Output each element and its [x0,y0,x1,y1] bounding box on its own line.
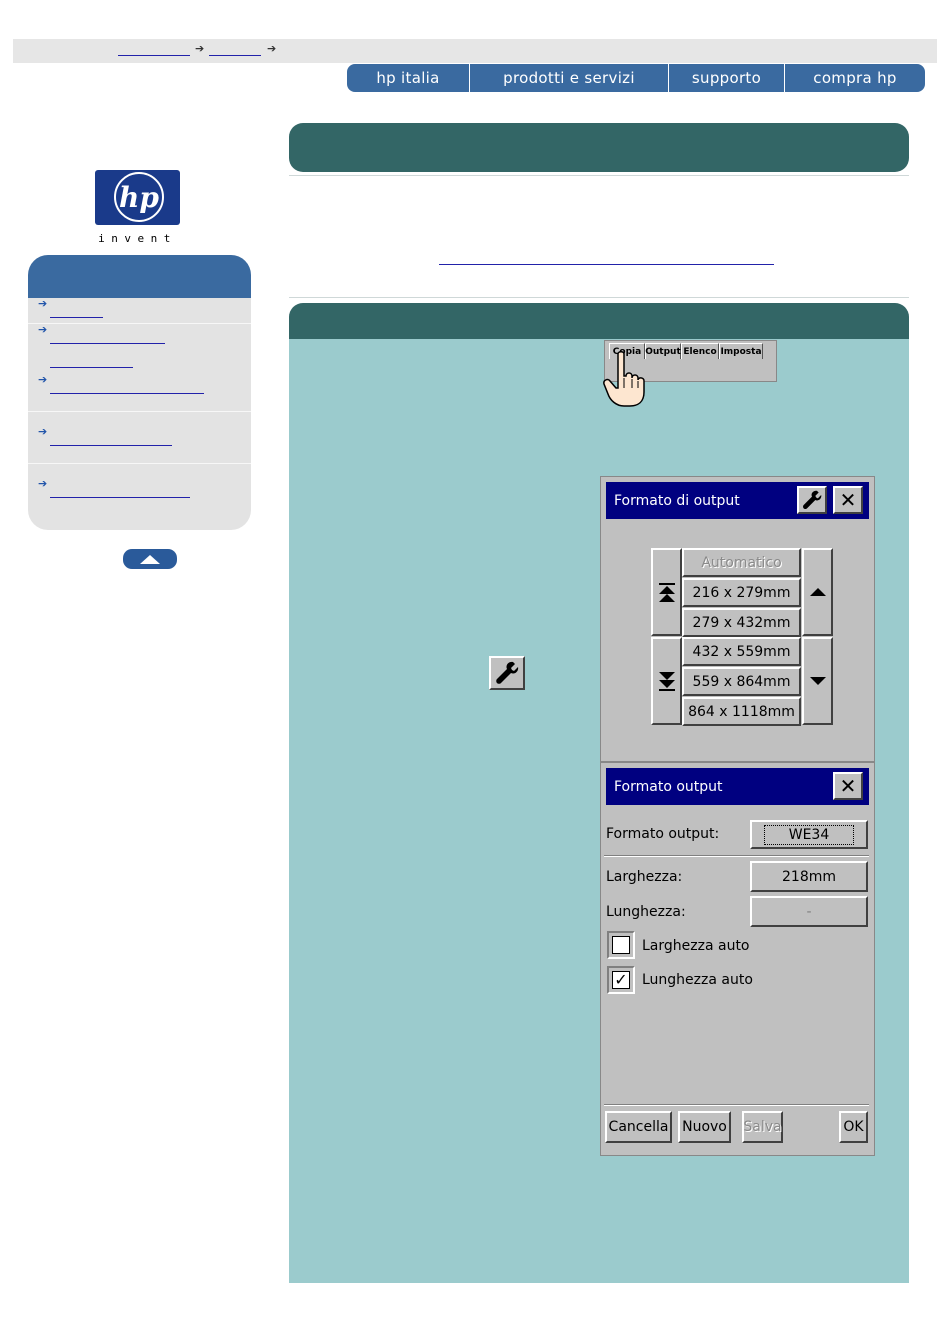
pointing-hand-icon [602,350,648,408]
auto-width-checkbox[interactable] [607,931,635,959]
sidebar-link-3[interactable] [50,357,133,368]
format-option[interactable]: 559 x 864mm [682,667,801,696]
auto-length-checkbox[interactable] [607,966,635,994]
format-option[interactable]: 432 x 559mm [682,637,801,666]
close-icon: ✕ [839,774,857,798]
double-down-icon [659,680,675,688]
tab-copia[interactable]: Copia [609,343,645,359]
breadcrumb-link-1[interactable] [118,41,190,56]
sidebar-link-4[interactable] [50,383,204,394]
content-link[interactable] [439,252,774,265]
tab-elenco[interactable]: Elenco [681,343,719,359]
checkmark-icon: ✓ [612,971,630,989]
ok-button[interactable]: OK [839,1111,868,1143]
format-option-auto[interactable]: Automatico [682,548,801,577]
cancel-button[interactable]: Cancella [605,1111,672,1143]
dialog-title-bar [606,482,869,519]
arrow-up-icon [140,555,160,564]
format-option[interactable]: 864 x 1118mm [682,697,801,726]
format-option[interactable]: 279 x 432mm [682,608,801,637]
nav-tab-prodotti[interactable]: prodotti e servizi [470,64,669,92]
arrow-right-icon: ➔ [38,425,48,438]
hp-logo-mark: hp [114,172,164,222]
scroll-down-button[interactable] [802,637,833,725]
sidebar-link-6[interactable] [50,487,190,498]
section-header-banner [289,303,909,339]
sidebar-link-2[interactable] [50,333,165,344]
bar-icon [659,583,675,585]
down-icon [810,677,826,685]
arrow-right-icon: ➔ [195,42,205,55]
scroll-top-button[interactable] [651,548,682,636]
tab-imposta[interactable]: Imposta [719,343,763,359]
double-down-icon [659,672,675,680]
length-label: Lunghezza: [606,904,686,920]
format-label: Formato output: [606,826,720,842]
width-label: Larghezza: [606,869,683,885]
save-button[interactable]: Salva [742,1111,783,1143]
wrench-settings-button[interactable] [797,486,827,514]
format-select-button[interactable] [750,820,868,849]
nav-tab-hp-italia[interactable]: hp italia [347,64,470,92]
sidebar [28,255,251,530]
divider [604,1104,869,1106]
width-field[interactable]: 218mm [750,861,868,892]
sidebar-header [28,255,251,298]
sidebar-link-5[interactable] [50,435,172,446]
breadcrumb-bar [13,39,937,63]
wrench-icon-button [489,656,525,690]
double-up-icon [659,594,675,602]
auto-length-label: Lunghezza auto [642,972,753,988]
dialog-title-bar [606,768,869,805]
up-icon [810,588,826,596]
auto-width-label: Larghezza auto [642,938,750,954]
nav-tab-supporto[interactable]: supporto [669,64,785,92]
bar-icon [659,689,675,691]
close-button[interactable] [833,772,863,800]
arrow-right-icon: ➔ [38,373,48,386]
length-field[interactable]: - [750,896,868,927]
divider [604,855,869,857]
arrow-right-icon: ➔ [267,42,277,55]
logo-tagline: invent [98,232,177,245]
arrow-right-icon: ➔ [38,297,48,310]
nav-tab-compra[interactable]: compra hp [785,64,925,92]
wrench-icon [495,661,519,685]
close-button[interactable] [833,486,863,514]
close-icon: ✕ [839,488,857,512]
arrow-right-icon: ➔ [38,323,48,336]
tab-output[interactable]: Output [645,343,681,359]
arrow-right-icon: ➔ [38,477,48,490]
format-value: WE34 [764,825,855,845]
back-to-top-button[interactable] [123,549,177,569]
sidebar-link-1[interactable] [50,307,103,318]
new-button[interactable]: Nuovo [678,1111,731,1143]
scroll-bottom-button[interactable] [651,637,682,725]
dialog-title: Formato di output [614,492,740,509]
dialog-title: Formato output [614,778,723,795]
scroll-up-button[interactable] [802,548,833,636]
breadcrumb-link-2[interactable] [209,41,261,56]
format-option[interactable]: 216 x 279mm [682,578,801,607]
wrench-icon [802,490,822,510]
page-title-banner [289,123,909,172]
double-up-icon [659,586,675,594]
